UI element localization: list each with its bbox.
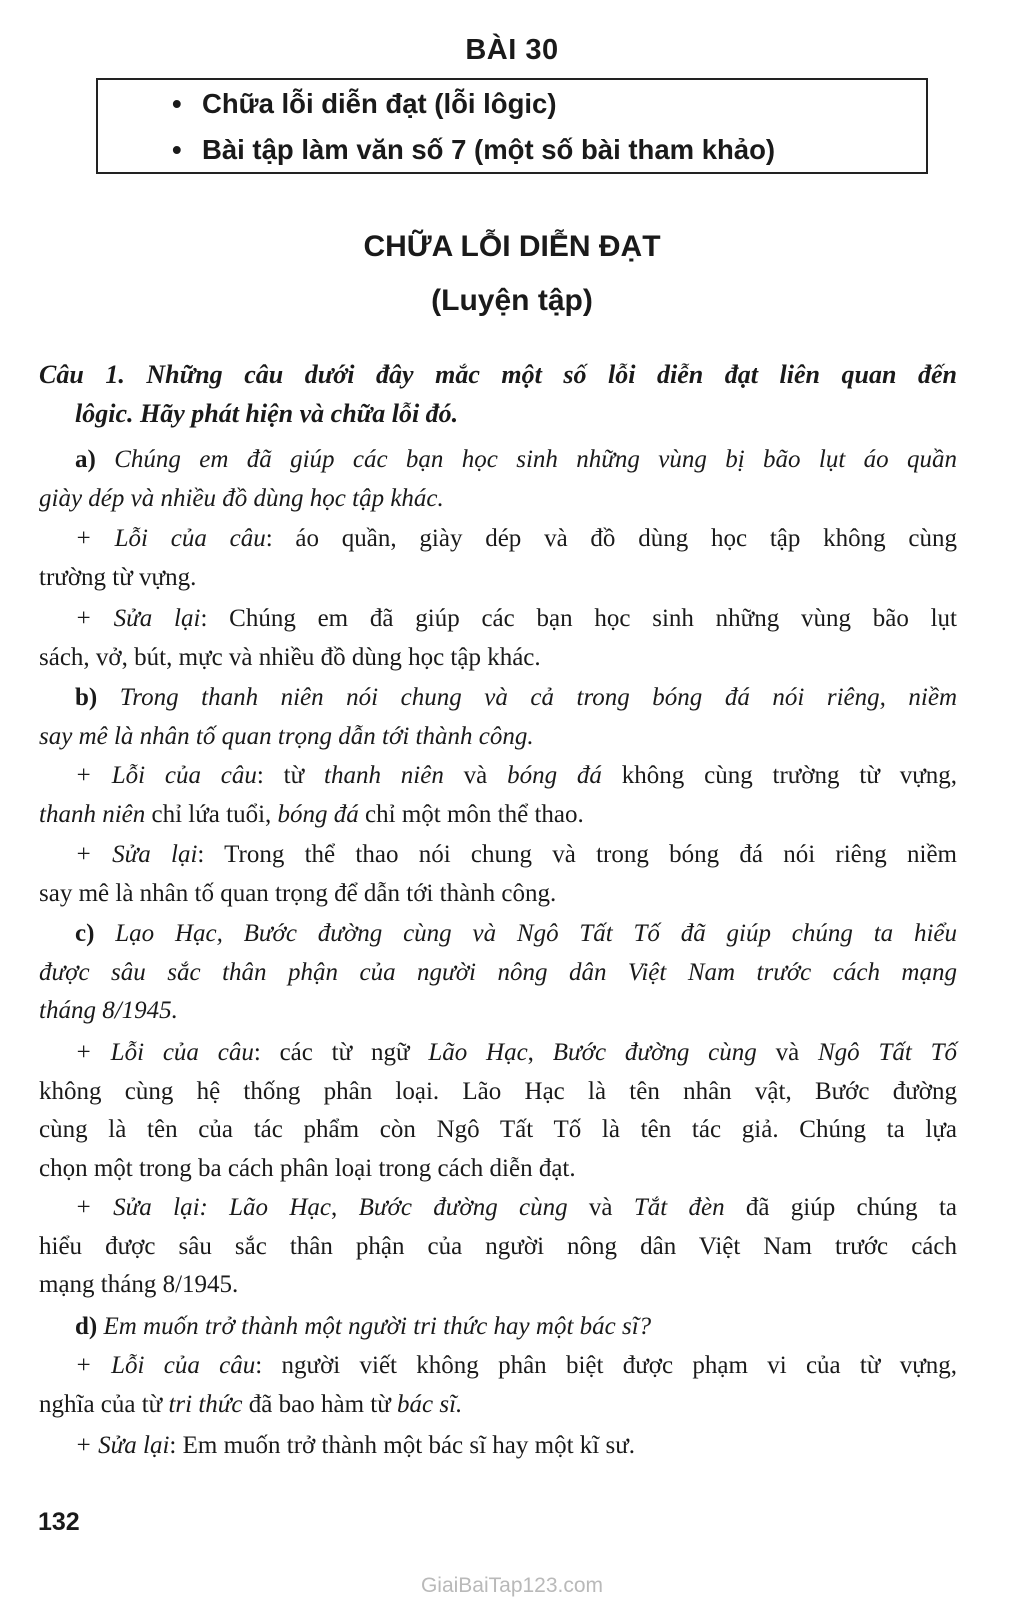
item-label: d) [75, 1313, 98, 1340]
item-label: b) [75, 684, 98, 711]
item-d-error: + Lỗi của câu: người viết không phân biệt được phạm vi của từ vựng, nghĩa của từ tri thức đã bao hàm từ bác sĩ. [39, 1352, 957, 1418]
page-number: 132 [38, 1508, 80, 1536]
lesson-title: BÀI 30 [465, 34, 559, 66]
topic-text: Bài tập làm văn số 7 (một số bài tham khảo) [202, 134, 776, 165]
item-b-error: + Lỗi của câu: từ thanh niên và bóng đá không cùng trường từ vựng, thanh niên chỉ lứa tuổi, bóng đá chỉ một môn thể thao. [39, 762, 958, 828]
item-b-fix: + Sửa lại: Trong thể thao nói chung và trong bóng đá nói riêng niềm say mê là nhân tố quan trọng để dẫn tới thành công. [39, 841, 957, 907]
item-a-fix: + Sửa lại: Chúng em đã giúp các bạn học sinh những vùng bão lụt sách, vở, bút, mực và nhiều đồ dùng học tập khác. [39, 605, 957, 671]
section-title: CHỮA LỖI DIỄN ĐẠT [363, 230, 661, 263]
error-label: + Lỗi của câu [75, 762, 257, 789]
topics-box [96, 78, 928, 174]
item-c-sentence: c) Lạo Hạc, Bước đường cùng và Ngô Tất Tố đã giúp chúng ta hiểu được sâu sắc thân phận của người nông dân Việt Nam trước cách mạng tháng 8/1945. [39, 920, 958, 1024]
item-label: c) [75, 920, 95, 947]
item-label: a) [75, 446, 96, 473]
item-a-error: + Lỗi của câu: áo quần, giày dép và đồ dùng học tập không cùng trường từ vựng. [39, 525, 957, 591]
topic-text: Chữa lỗi diễn đạt (lỗi lôgic) [202, 88, 557, 119]
item-c-error: + Lỗi của câu: các từ ngữ Lão Hạc, Bước đường cùng và Ngô Tất Tố không cùng hệ thống phân loại. Lão Hạc là tên nhân vật, Bước đường cùng là tên của tác phẩm còn Ngô Tất Tố là tên tác giả. Chúng ta lựa chọn một trong ba cách phân loại trong cách diễn đạt. [39, 1039, 957, 1182]
error-label: + Lỗi của câu [75, 1352, 256, 1379]
bullet-icon: • [172, 88, 182, 119]
error-label: + Lỗi của câu [75, 525, 266, 552]
error-label: + Lỗi của câu [75, 1039, 254, 1066]
item-d-fix: + Sửa lại: Em muốn trở thành một bác sĩ hay một kĩ sư. [75, 1432, 636, 1459]
item-d-sentence: d) Em muốn trở thành một người tri thức hay một bác sĩ? [75, 1313, 652, 1340]
question-line: Câu 1. Những câu dưới đây mắc một số lỗi diễn đạt liên quan đến [39, 360, 957, 389]
topic-item [172, 88, 557, 120]
watermark: GiaiBaiTap123.com [420, 1574, 604, 1597]
fix-label: + Sửa lại [75, 841, 198, 868]
question-1 [39, 356, 957, 433]
fix-label: + Sửa lại [75, 1194, 200, 1221]
bullet-icon: • [172, 134, 182, 165]
fix-label: + Sửa lại [75, 605, 201, 632]
item-a-sentence: a) Chúng em đã giúp các bạn học sinh những vùng bị bão lụt áo quần giày dép và nhiều đồ dùng học tập khác. [39, 446, 957, 512]
fix-label: + Sửa lại [75, 1432, 170, 1459]
section-subtitle: (Luyện tập) [431, 284, 593, 317]
topic-item [172, 134, 775, 166]
question-line: lôgic. Hãy phát hiện và chữa lỗi đó. [75, 398, 459, 428]
item-b-sentence: b) Trong thanh niên nói chung và cả trong bóng đá nói riêng, niềm say mê là nhân tố quan trọng dẫn tới thành công. [39, 684, 957, 750]
item-c-fix: + Sửa lại: Lão Hạc, Bước đường cùng và Tắt đèn đã giúp chúng ta hiểu được sâu sắc thân phận của người nông dân Việt Nam trước cách mạng tháng 8/1945. [39, 1194, 957, 1298]
